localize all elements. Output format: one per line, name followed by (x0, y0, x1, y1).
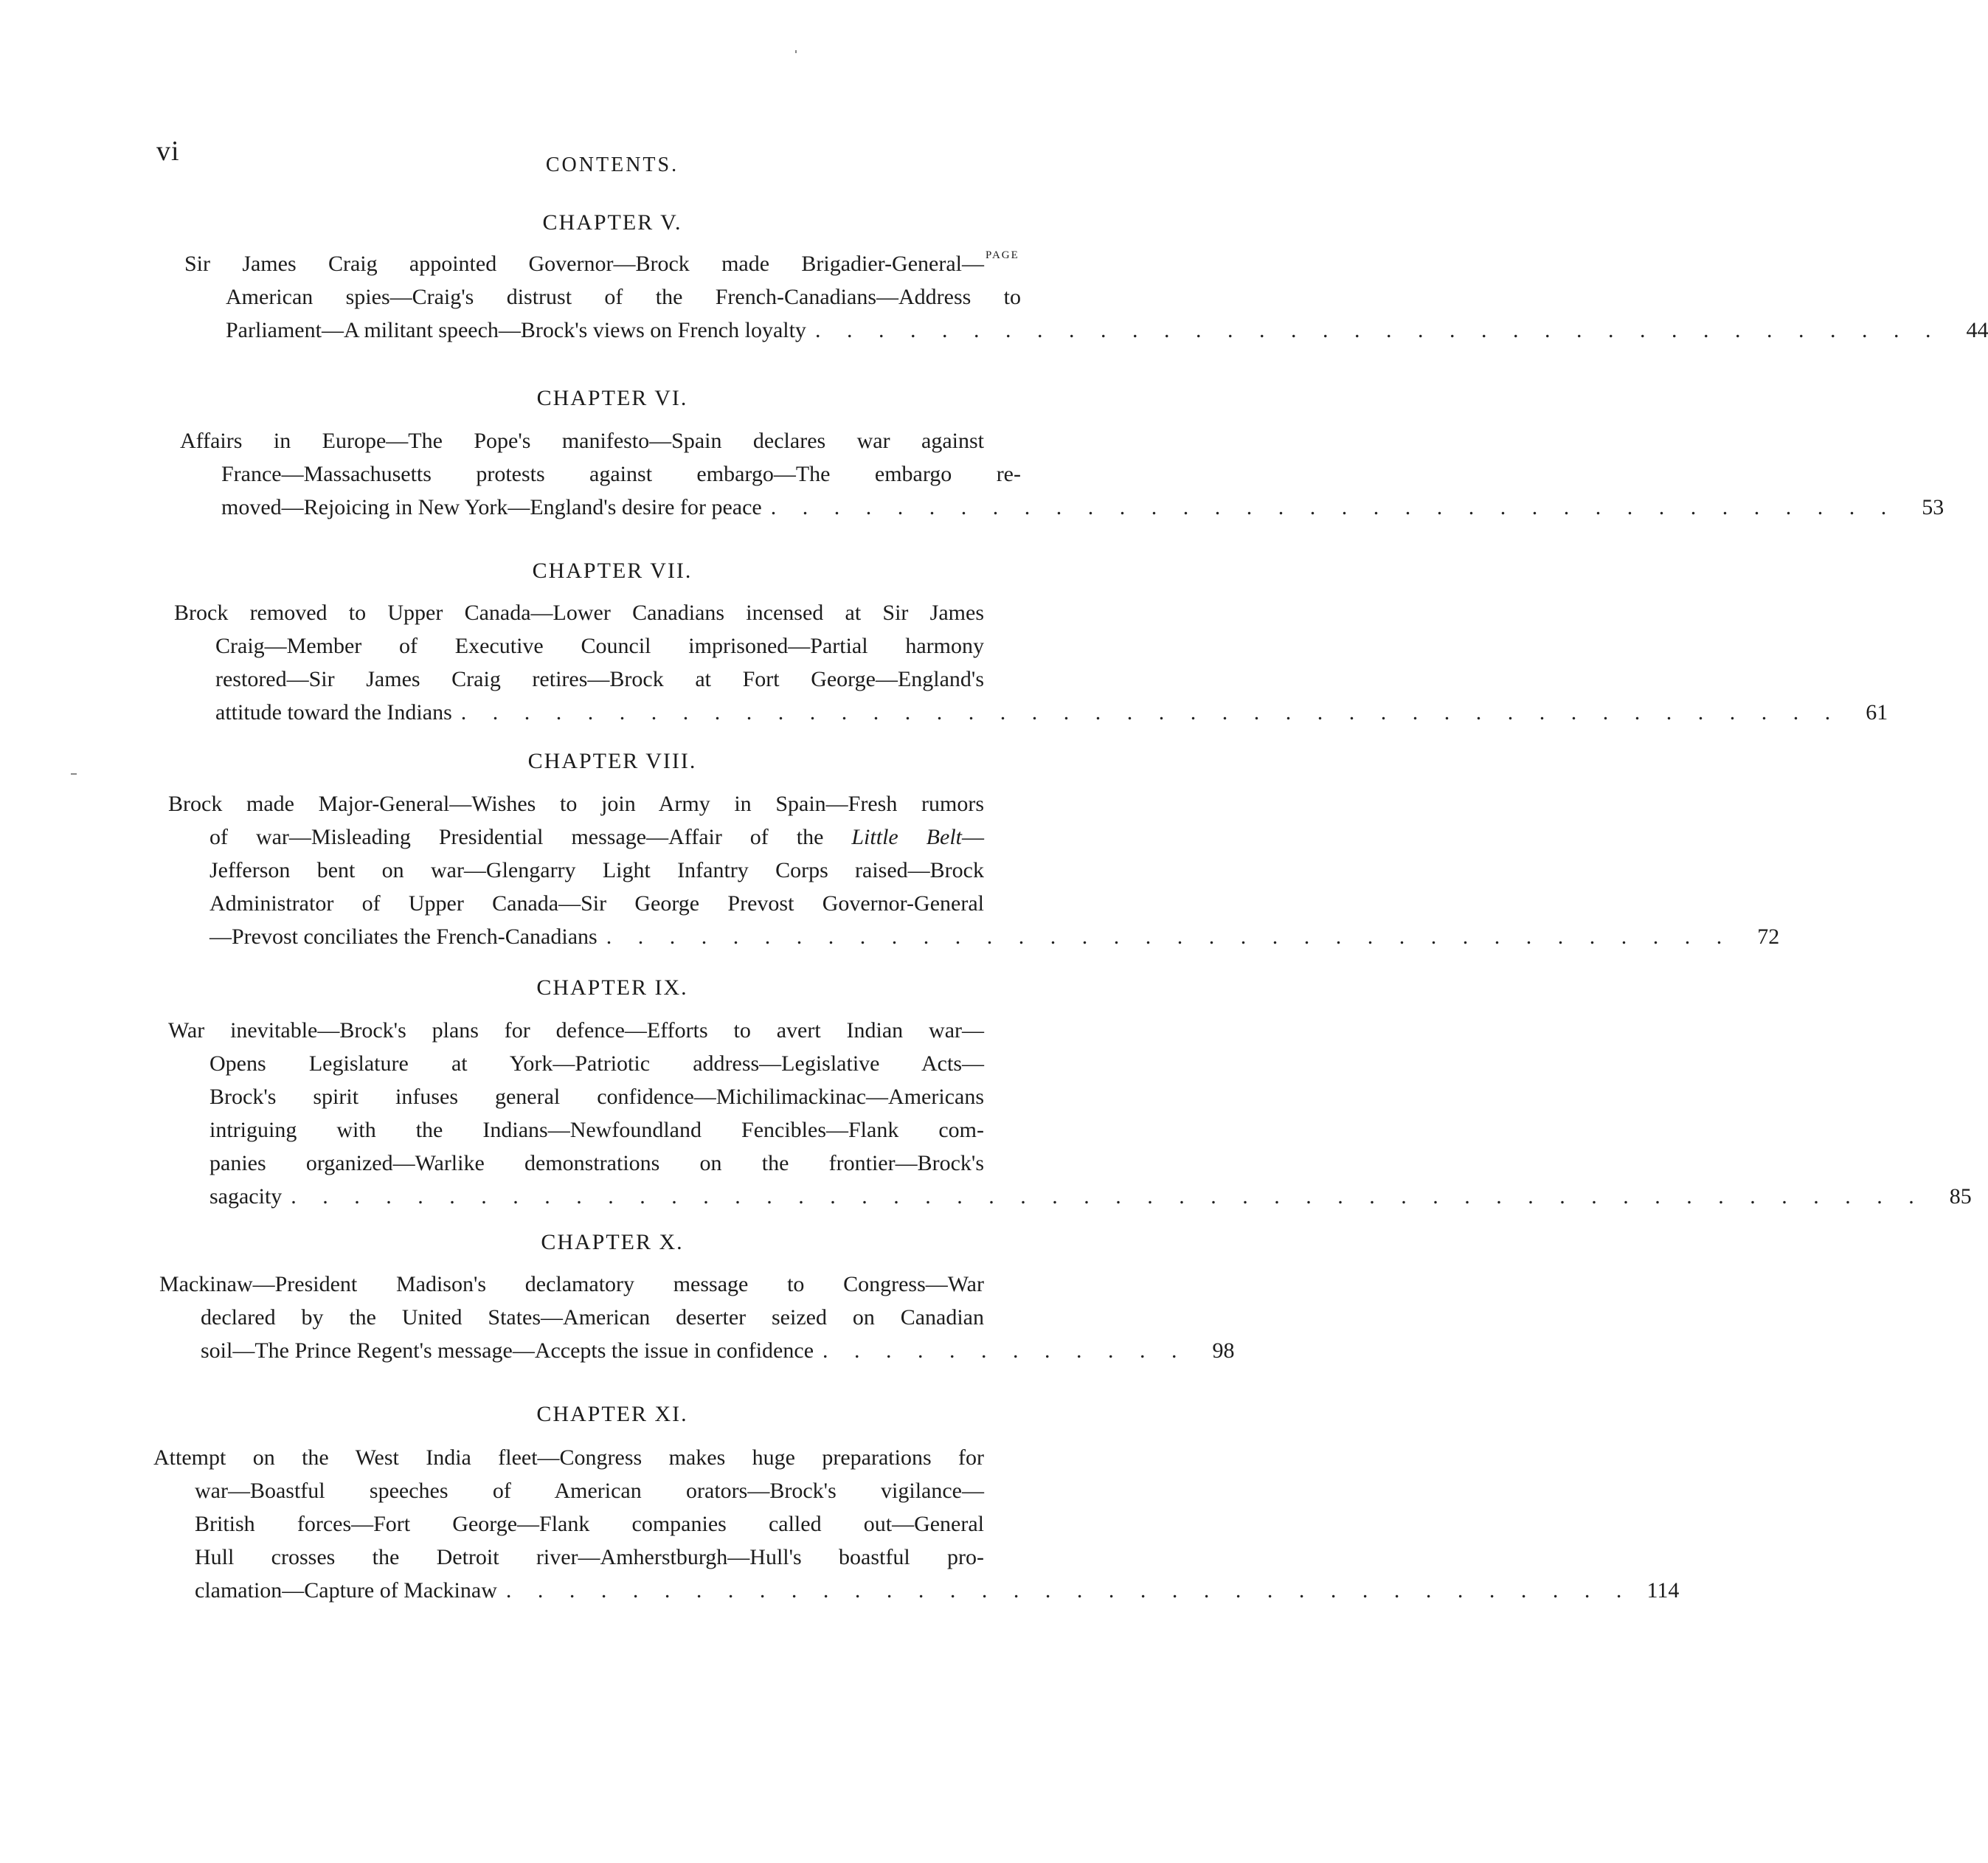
entry-line (184, 314, 1988, 347)
entry-line: British forces—Fort George—Flank companies called out—General (195, 1512, 984, 1536)
entry-line (168, 1180, 1972, 1213)
contents-entry (168, 787, 1780, 953)
entry-line: Attempt on the West India fleet—Congress makes huge preparations for (153, 1445, 984, 1470)
entry-line: of war—Misleading Presidential message—Affair of the Little Belt— (209, 825, 984, 849)
entry-line: Jefferson bent on war—Glengarry Light Infantry Corps raised—Brock (209, 858, 984, 882)
entry-line: panies organized—Warlike demonstrations on the frontier—Brock's (209, 1151, 984, 1175)
entry-line: Brock made Major-General—Wishes to join Army in Spain—Fresh rumors (168, 792, 984, 816)
entry-text: soil—The Prince Regent's message—Accepts the issue in confidence (201, 1338, 814, 1363)
page-reference: 44 (1966, 318, 1988, 342)
page-reference: 98 (1212, 1338, 1235, 1363)
contents-entry (153, 1441, 1680, 1607)
entry-line: declared by the United States—American deserter seized on Canadian (201, 1305, 984, 1330)
page-reference: 114 (1646, 1578, 1680, 1603)
scan-speck (71, 773, 77, 775)
running-title: CONTENTS. (545, 153, 679, 176)
entry-line (168, 920, 1780, 953)
entry-text: moved—Rejoicing in New York—England's desire for peace (221, 495, 762, 519)
contents-entry (168, 1014, 1972, 1213)
entry-line: War inevitable—Brock's plans for defence—Efforts to avert Indian war— (168, 1018, 984, 1043)
page-reference: 61 (1866, 700, 1888, 725)
entry-line: Craig—Member of Executive Council imprisoned—Partial harmony (215, 634, 984, 658)
chapter-heading: CHAPTER IX. (536, 975, 688, 1000)
entry-text: —Prevost conciliates the French-Canadians (209, 924, 598, 949)
chapter-heading: CHAPTER VI. (536, 386, 688, 410)
chapter-heading: CHAPTER XI. (536, 1402, 688, 1426)
entry-line: Administrator of Upper Canada—Sir George Prevost Governor-General (209, 891, 984, 916)
entry-line: war—Boastful speeches of American orators—Brock's vigilance— (195, 1479, 984, 1503)
chapter-heading: CHAPTER VII. (532, 559, 693, 583)
entry-line: France—Massachusetts protests against embargo—The embargo re- (221, 462, 1021, 486)
entry-line (159, 1334, 1235, 1367)
page-column-label: PAGE (986, 249, 1019, 261)
entry-line: Opens Legislature at York—Patriotic address—Legislative Acts— (209, 1051, 984, 1076)
page-reference: 53 (1922, 495, 1944, 519)
dot-leader: . . . . . . . . . . . . . . . . . . . . . . . . . . . . . . . . . . . . (505, 1578, 1632, 1603)
contents-entry (184, 247, 1988, 347)
entry-line: Mackinaw—President Madison's declamatory message to Congress—War (159, 1272, 984, 1296)
dot-leader: . . . . . . . . . . . . . . . . . . . . . . . . . . . . . . . . . . . . (770, 495, 1897, 519)
page-reference: 72 (1757, 924, 1780, 949)
entry-line: intriguing with the Indians—Newfoundland Fencibles—Flank com- (209, 1118, 984, 1142)
entry-text: clamation—Capture of Mackinaw (195, 1578, 497, 1603)
dot-leader: . . . . . . . . . . . . . . . . . . . . . . . . . . . . . . . . . . . . . . . . . . . . (460, 700, 1841, 725)
entry-line: Hull crosses the Detroit river—Amherstburgh—Hull's boastful pro- (195, 1545, 984, 1569)
page-reference: 85 (1949, 1184, 1972, 1209)
entry-text: attitude toward the Indians (215, 700, 452, 725)
contents-entry (159, 1268, 1235, 1367)
entry-text: Parliament—A militant speech—Brock's views on French loyalty (226, 318, 806, 342)
contents-entry (174, 596, 1888, 729)
chapter-heading: CHAPTER X. (541, 1230, 684, 1254)
contents-entry (180, 424, 1944, 524)
entry-line: Brock removed to Upper Canada—Lower Canadians incensed at Sir James (174, 601, 984, 625)
entry-line: Sir James Craig appointed Governor—Brock made Brigadier-General— (184, 252, 984, 276)
entry-line: Brock's spirit infuses general confidence—Michilimackinac—Americans (209, 1085, 984, 1109)
page-number: vi (156, 136, 180, 167)
entry-line: Affairs in Europe—The Pope's manifesto—Spain declares war against (180, 429, 984, 453)
entry-text: sagacity (209, 1184, 283, 1209)
dot-leader: . . . . . . . . . . . . (822, 1338, 1188, 1363)
entry-line: restored—Sir James Craig retires—Brock at Fort George—England's (215, 667, 984, 691)
dot-leader: . . . . . . . . . . . . . . . . . . . . . . . . . . . . . . . . . . . . (606, 924, 1733, 949)
entry-line (180, 491, 1944, 524)
chapter-heading: CHAPTER V. (542, 210, 682, 235)
dot-leader: . . . . . . . . . . . . . . . . . . . . . . . . . . . . . . . . . . . . . . . . . . . . . . . . . . . . (291, 1184, 1925, 1209)
ship-name: Little Belt (851, 825, 962, 849)
scan-speck (795, 50, 797, 53)
dot-leader: . . . . . . . . . . . . . . . . . . . . . . . . . . . . . . . . . . . . (814, 318, 1942, 342)
entry-line (153, 1574, 1680, 1607)
chapter-heading: CHAPTER VIII. (527, 749, 697, 773)
entry-line (174, 696, 1888, 729)
entry-line: American spies—Craig's distrust of the French-Canadians—Address to (226, 285, 1021, 309)
